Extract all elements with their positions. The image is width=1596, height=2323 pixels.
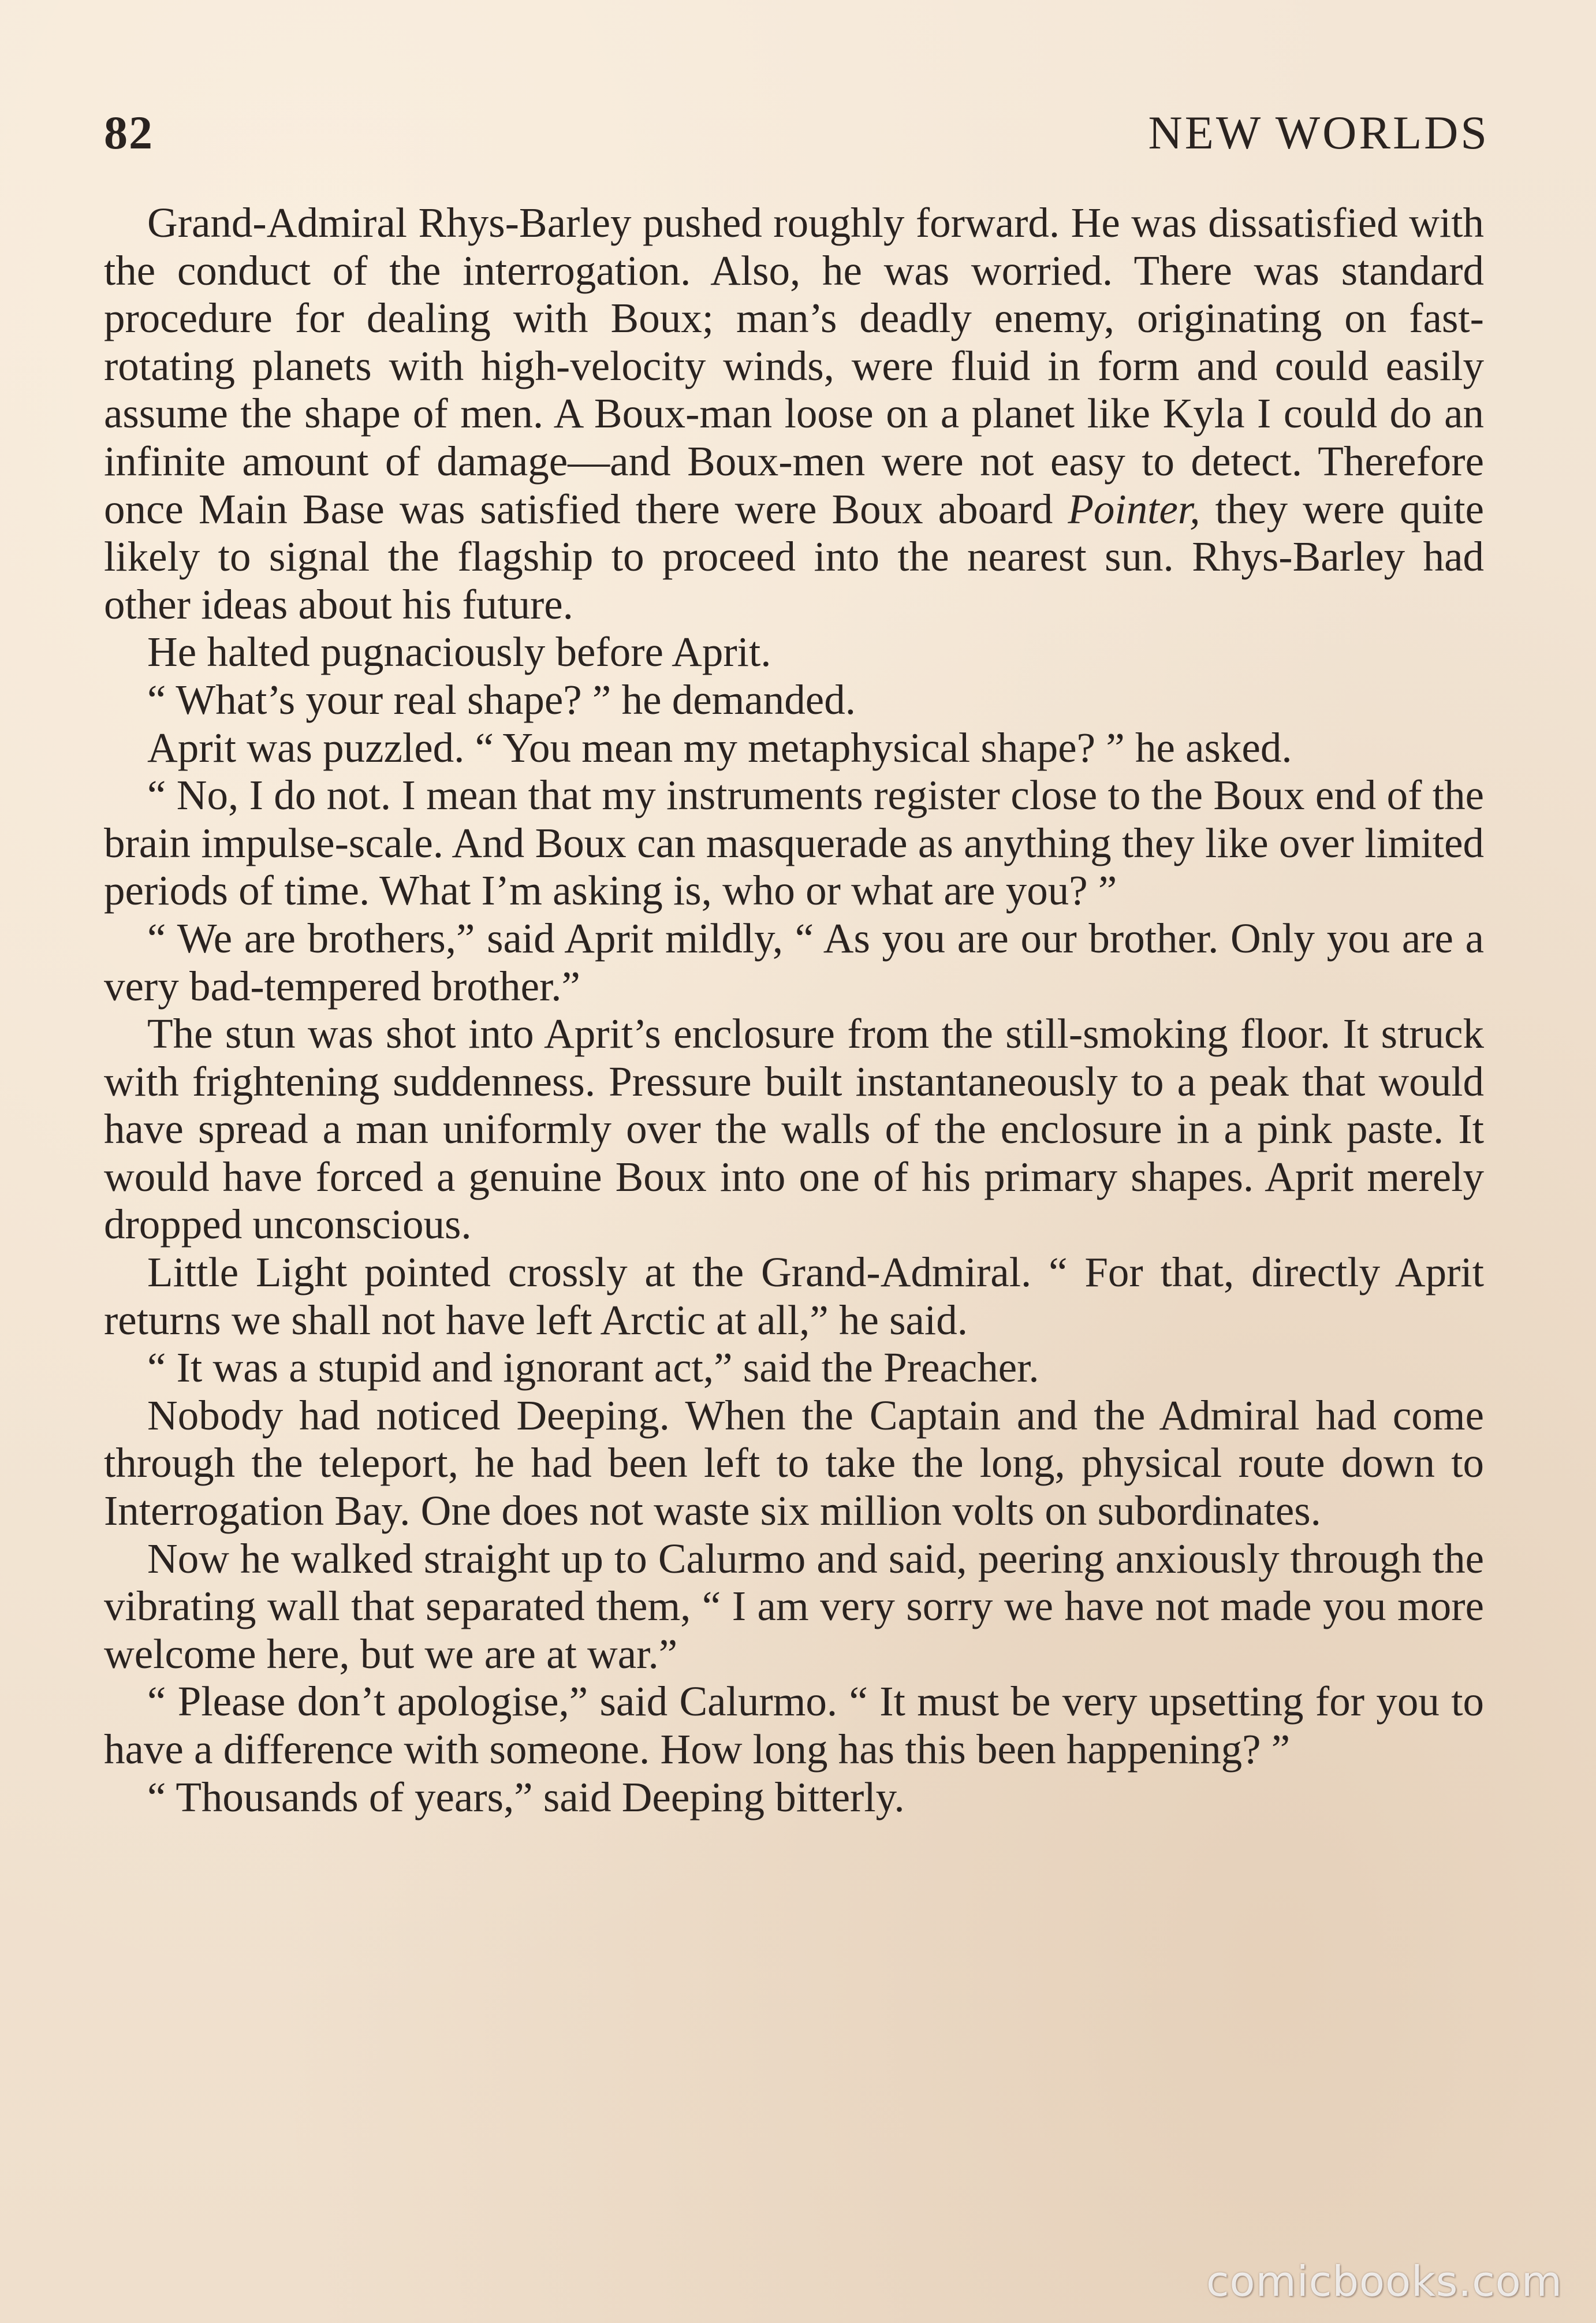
paragraph: Little Light pointed crossly at the Grand-Admiral. “ For that, directly Aprit returns we shall not have left Arctic at all,” he said. xyxy=(104,1249,1484,1343)
page-number: 82 xyxy=(104,106,154,159)
paragraph: Aprit was puzzled. “ You mean my metaphysical shape? ” he asked. xyxy=(147,724,1292,771)
paragraph: He halted pugnaciously before Aprit. xyxy=(147,628,771,676)
paragraph: “ No, I do not. I mean that my instruments register close to the Boux end of the brain impulse-scale. And Boux can masquerade as anything they like over limited periods of time. What I’m asking is, who or what are you? ” xyxy=(104,772,1484,914)
paragraph: “ It was a stupid and ignorant act,” said the Preacher. xyxy=(147,1344,1039,1391)
running-head: NEW WORLDS xyxy=(1148,106,1489,159)
paragraph: “ Thousands of years,” said Deeping bitterly. xyxy=(147,1773,905,1821)
paragraph: Now he walked straight up to Calurmo and said, peering anxiously through the vibrating wall that separated them, “ I am very sorry we have not made you more welcome here, but we are at war.” xyxy=(104,1535,1484,1677)
ship-name: Pointer, xyxy=(1068,485,1200,533)
paragraph: “ What’s your real shape? ” he demanded. xyxy=(147,676,856,723)
page-header xyxy=(104,101,1489,165)
paragraph: “ Please don’t apologise,” said Calurmo. “ It must be very upsetting for you to have a difference with someone. How long has this been happening? ” xyxy=(104,1678,1484,1773)
body-text xyxy=(104,199,1484,1821)
paragraph: Grand-Admiral Rhys-Barley pushed roughly forward. He was dissatisfied with the conduct of the interrogation. Also, he was worried. There was standard procedure for dealing with Boux; man’s deadly enemy, originating on fast-rotating planets with high-velocity winds, were fluid in form and could easily assume the shape of men. A Boux-man loose on a planet like Kyla I could do an infinite amount of damage—and Boux-men were not easy to detect. Therefore once Main Base was satisfied there were Boux aboard Pointer, they were quite likely to signal the flagship to proceed into the nearest sun. Rhys-Barley had other ideas about his future. xyxy=(104,199,1484,628)
watermark: comicbooks.com xyxy=(1206,2257,1563,2306)
paragraph: Nobody had noticed Deeping. When the Captain and the Admiral had come through the teleport, he had been left to take the long, physical route down to Interrogation Bay. One does not waste six million volts on subordinates. xyxy=(104,1391,1484,1535)
paragraph: The stun was shot into Aprit’s enclosure from the still-smoking floor. It struck with frightening suddenness. Pressure built instantaneously to a peak that would have spread a man uniformly over the walls of the enclosure in a pink paste. It would have forced a genuine Boux into one of his primary shapes. Aprit merely dropped unconscious. xyxy=(104,1010,1484,1248)
paragraph: “ We are brothers,” said Aprit mildly, “ As you are our brother. Only you are a very bad-tempered brother.” xyxy=(104,914,1484,1010)
